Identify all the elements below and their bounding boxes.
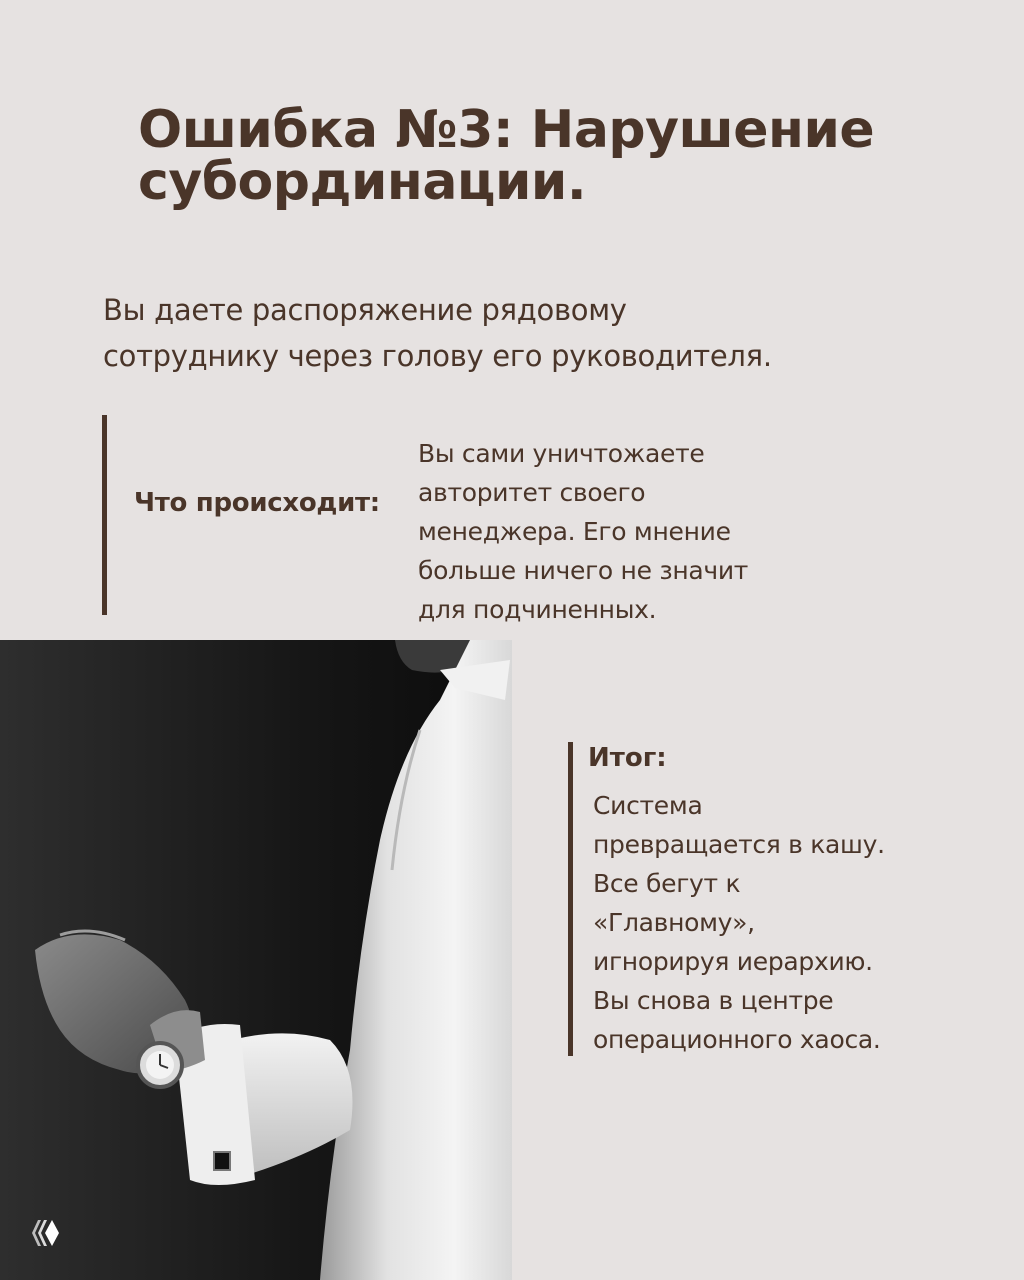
result-text <box>593 786 1013 1059</box>
what-happens-accent-bar <box>102 415 107 615</box>
page-title <box>138 100 958 212</box>
what-happens-line: больше ничего не значит <box>418 556 749 585</box>
result-accent-bar <box>568 742 573 1056</box>
diamond-chevron-logo-icon <box>30 1216 64 1250</box>
what-happens-line: менеджера. Его мнение <box>418 517 731 546</box>
intro-paragraph <box>103 287 903 379</box>
title-line-2: субординации. <box>138 152 587 212</box>
intro-line-1: Вы даете распоряжение рядовому <box>103 293 627 327</box>
photo-man-adjusting-cufflink <box>0 640 512 1280</box>
result-line: игнорируя иерархию. <box>593 947 873 976</box>
what-happens-label: Что происходит: <box>134 488 380 518</box>
what-happens-line: авторитет своего <box>418 478 646 507</box>
result-line: превращается в кашу. <box>593 830 885 859</box>
result-line: Система <box>593 791 703 820</box>
result-line: Вы снова в центре <box>593 986 834 1015</box>
what-happens-text <box>418 434 818 629</box>
result-line: Все бегут к <box>593 869 741 898</box>
result-label: Итог: <box>588 743 667 773</box>
result-line: «Главному», <box>593 908 755 937</box>
title-line-1: Ошибка №3: Нарушение <box>138 100 875 160</box>
intro-line-2: сотруднику через голову его руководителя. <box>103 339 772 373</box>
what-happens-line: Вы сами уничтожаете <box>418 439 705 468</box>
result-line: операционного хаоса. <box>593 1025 881 1054</box>
what-happens-line: для подчиненных. <box>418 595 657 624</box>
